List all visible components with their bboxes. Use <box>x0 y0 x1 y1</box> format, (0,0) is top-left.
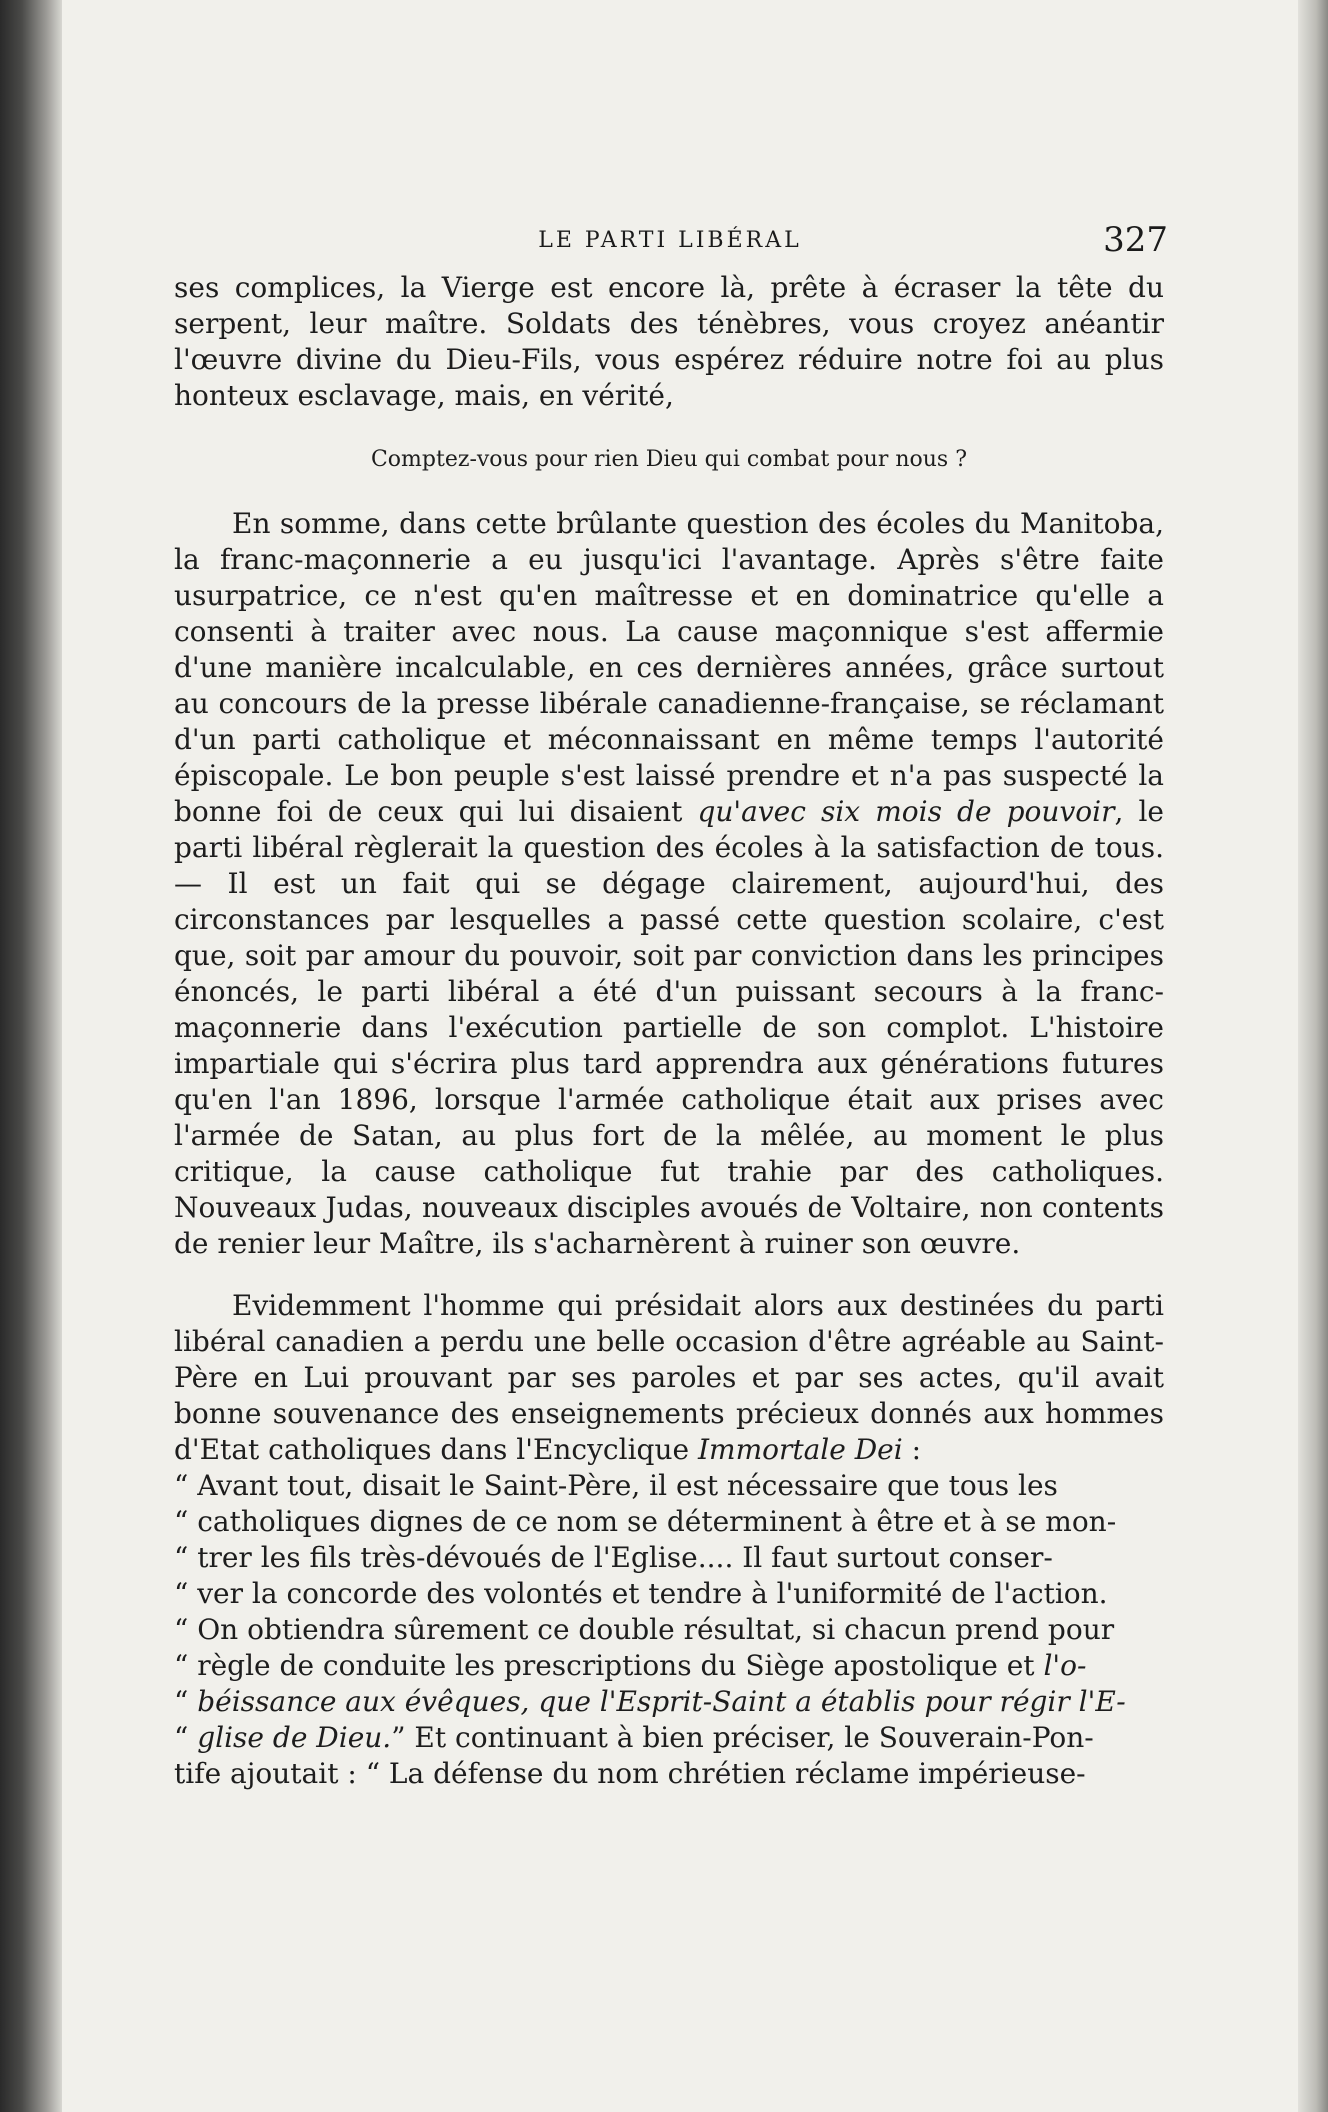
quote-line-8-italic: glise de Dieu. <box>197 1721 392 1754</box>
quote-line-5: “ On obtiendra sûrement ce double résultat, si chacun prend pour <box>174 1613 1115 1646</box>
paragraph-2-italic: qu'avec six mois de pouvoir <box>697 795 1115 828</box>
book-page <box>62 0 1298 2112</box>
quote-line-2: “ catholiques dignes de ce nom se déterminent à être et à se mon- <box>174 1505 1117 1538</box>
quote-line-8 <box>174 1720 1164 1756</box>
paragraph-3-part-b: : <box>902 1433 922 1466</box>
quote-line-6-italic: l'o- <box>1043 1649 1087 1682</box>
encyclical-title: Immortale Dei <box>697 1433 903 1466</box>
quote-line-3: “ trer les fils très-dévoués de l'Eglise.... Il faut surtout conser- <box>174 1541 1053 1574</box>
page-edge-shadow <box>1298 0 1328 2112</box>
paragraph-2 <box>174 506 1164 1262</box>
paragraph-2-part-b: , le parti libéral règlerait la question des écoles à la satisfaction de tous. — Il est un fait qui se dégage clairement, aujourd'hui, des circonstances par lesquelles a passé cette question scolaire, c'est que, soit par amour du pouvoir, soit par conviction dans les principes énoncés, le parti libéral a été d'un puissant secours à la franc-maçonnerie dans l'exécution partielle de son complot. L'histoire impartiale qui s'écrira plus tard apprendra aux générations futures qu'en l'an 1896, lorsque l'armée catholique était aux prises avec l'armée de Satan, au plus fort de la mêlée, au moment le plus critique, la cause catholique fut trahie par des catholiques. Nouveaux Judas, nouveaux disciples avoués de Voltaire, non contents de renier leur Maître, ils s'acharnèrent à ruiner son œuvre. <box>174 795 1164 1260</box>
final-line: tife ajoutait : “ La défense du nom chrétien réclame impérieuse- <box>174 1757 1086 1790</box>
page-text <box>174 270 1164 1792</box>
quote-line-8-text: ” Et continuant à bien préciser, le Souverain-Pon- <box>391 1721 1094 1754</box>
paragraph-1: ses complices, la Vierge est encore là, prête à écraser la tête du serpent, leur maître. Soldats des ténèbres, vous croyez anéantir l'œuvre divine du Dieu-Fils, vous espérez réduire notre foi au plus honteux esclavage, mais, en vérité, <box>174 271 1164 412</box>
running-head: LE PARTI LIBÉRAL <box>538 228 802 253</box>
quote-line-6 <box>174 1648 1164 1684</box>
paragraph-3 <box>174 1288 1164 1468</box>
quote-line-7-mark: “ <box>174 1685 198 1718</box>
quote-line-1: “ Avant tout, disait le Saint-Père, il est nécessaire que tous les <box>174 1469 1058 1502</box>
quote-line-8-mark: “ <box>174 1721 198 1754</box>
book-binding-shadow <box>0 0 62 2112</box>
quote-line-7-italic: béissance aux évêques, que l'Esprit-Saint a établis pour régir l'E- <box>197 1685 1126 1718</box>
paragraph-2-part-a: En somme, dans cette brûlante question des écoles du Manitoba, la franc-maçonnerie a eu jusqu'ici l'avantage. Après s'être faite usurpatrice, ce n'est qu'en maîtresse et en dominatrice qu'elle a consenti à traiter avec nous. La cause maçonnique s'est affermie d'une manière incalculable, en ces dernières années, grâce surtout au concours de la presse libérale canadienne-française, se réclamant d'un parti catholique et méconnaissant en même temps l'autorité épiscopale. Le bon peuple s'est laissé prendre et n'a pas suspecté la bonne foi de ceux qui lui disaient <box>174 507 1164 828</box>
verse-quote: Comptez-vous pour rien Dieu qui combat pour nous ? <box>370 447 968 472</box>
quote-line-7 <box>174 1684 1164 1720</box>
quote-line-6-text: “ règle de conduite les prescriptions du Siège apostolique et <box>174 1649 1044 1682</box>
page-number: 327 <box>1103 220 1168 260</box>
paragraph-3-part-a: Evidemment l'homme qui présidait alors aux destinées du parti libéral canadien a perdu une belle occasion d'être agréable au Saint-Père en Lui prouvant par ses paroles et par ses actes, qu'il avait bonne souvenance des enseignements précieux donnés aux hommes d'Etat catholiques dans l'Encyclique <box>174 1289 1164 1466</box>
page-header <box>172 218 1168 268</box>
quote-line-4: “ ver la concorde des volontés et tendre à l'uniformité de l'action. <box>174 1577 1108 1610</box>
